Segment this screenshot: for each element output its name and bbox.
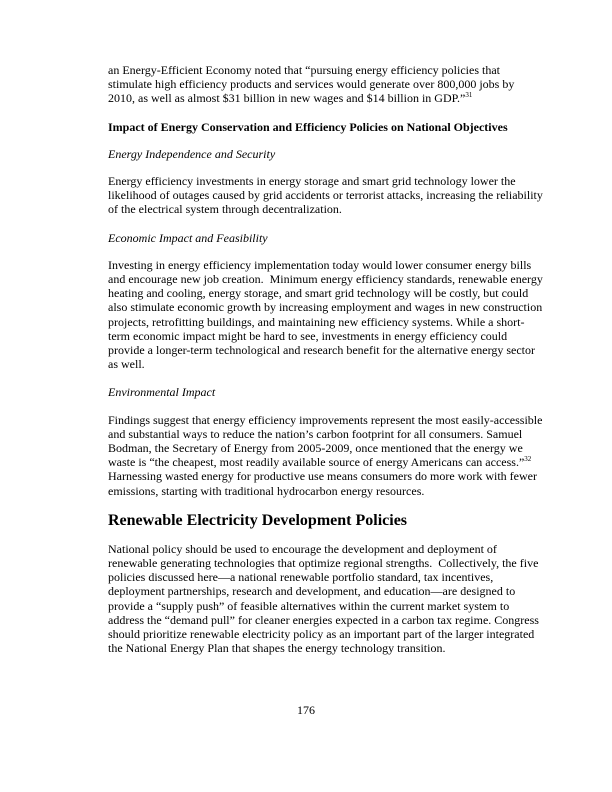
environmental-impact-paragraph bbox=[108, 413, 544, 498]
intro-paragraph-text: an Energy-Efficient Economy noted that “pursuing energy efficiency policies that stimulate high efficiency products and services would generate over 800,000 jobs by 2010, as well as almost $31 billion in new wages and $14 billion in GDP.” bbox=[108, 63, 515, 106]
page-number: 176 bbox=[297, 703, 315, 717]
environmental-impact-heading: Environmental Impact bbox=[108, 385, 216, 400]
renewable-section-heading: Renewable Electricity Development Policies bbox=[108, 511, 408, 529]
economic-impact-heading: Economic Impact and Feasibility bbox=[108, 230, 268, 245]
renewable-section-paragraph: National policy should be used to encourage the development and deployment of renewable generating technologies that optimize regional strengths. Collectively, the five policies discussed here—a national renewable portfolio standard, tax incentives, deployment partnerships, research and development, and education—are designed to provide a “supply push” of feasible alternatives within the current market system to address the “demand pull” for cleaner energies expected in a carbon tax regime. Congress should prioritize renewable electricity policy as an important part of the larger integrated the National Energy Plan that shapes the energy technology transition. bbox=[108, 541, 539, 656]
economic-impact-paragraph: Investing in energy efficiency implementation today would lower consumer energy bills and encourage new job creation. Minimum energy efficiency standards, renewable energy heating and cooling, energy storage, and smart grid technology will be costly, but could also stimulate economic growth by increasing employment and wages in new construction projects, retrofitting buildings, and maintaining new efficiency systems. While a short-term economic impact might be hard to see, investments in energy efficiency could provide a longer-term technological and research benefit for the alternative energy sector as well. bbox=[108, 257, 543, 372]
subsection-heading: Impact of Energy Conservation and Efficiency Policies on National Objectives bbox=[108, 119, 508, 134]
document-page bbox=[108, 63, 544, 670]
environmental-impact-text-end: Harnessing wasted energy for productive use means consumers do more work with fewer emissions, starting with traditional hydrocarbon energy resources. bbox=[108, 455, 537, 498]
energy-independence-heading: Energy Independence and Security bbox=[108, 146, 276, 161]
footnote-reference-31: 31 bbox=[465, 91, 473, 100]
footnote-reference-32: 32 bbox=[524, 455, 532, 464]
intro-paragraph bbox=[108, 63, 544, 106]
environmental-impact-text-start: Findings suggest that energy efficiency improvements represent the most easily-accessible and substantial ways to reduce the nation’s carbon footprint for all consumers. Samuel Bodman, the Secretary of Energy from 2005-2009, once mentioned that the energy we waste is “the cheapest, most readily available source of energy Americans can access.” bbox=[108, 412, 543, 470]
energy-independence-paragraph: Energy efficiency investments in energy storage and smart grid technology lower the likelihood of outages caused by grid accidents or terrorist attacks, increasing the reliability of the electrical system through decentralization. bbox=[108, 174, 543, 217]
